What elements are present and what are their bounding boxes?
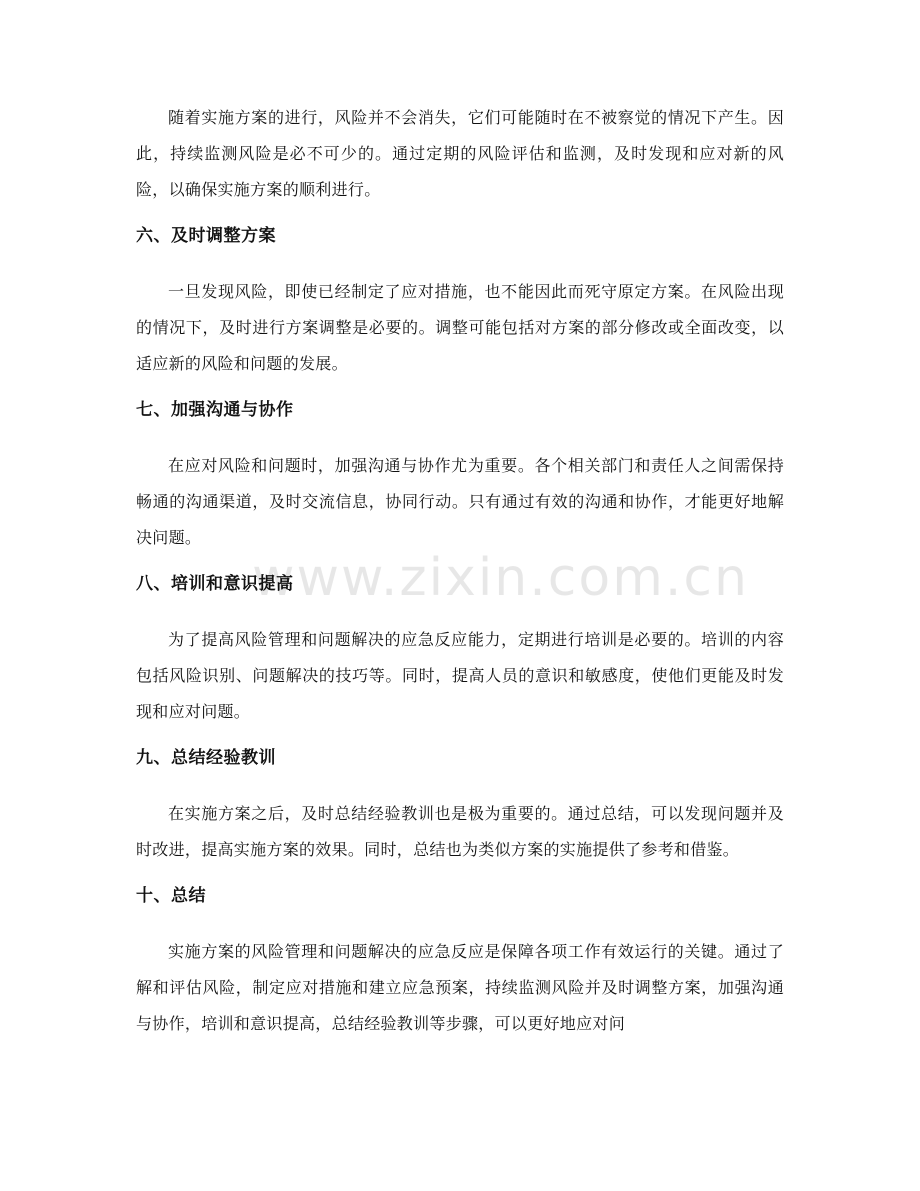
- section-heading-summary: 十、总结: [136, 886, 206, 906]
- document-body: [136, 100, 784, 1042]
- section-heading-adjust-plan: 六、及时调整方案: [136, 226, 276, 246]
- paragraph-communication: 在应对风险和问题时，加强沟通与协作尤为重要。各个相关部门和责任人之间需保持畅通的沟通渠道，及时交流信息，协同行动。只有通过有效的沟通和协作，才能更好地解决问题。: [136, 456, 784, 547]
- section-heading-communication: 七、加强沟通与协作: [136, 400, 294, 420]
- paragraph-adjust-plan: 一旦发现风险，即使已经制定了应对措施，也不能因此而死守原定方案。在风险出现的情况下，及时进行方案调整是必要的。调整可能包括对方案的部分修改或全面改变，以适应新的风险和问题的发展。: [136, 282, 784, 373]
- section-heading-training: 八、培训和意识提高: [136, 574, 294, 594]
- paragraph-risk-monitoring: 随着实施方案的进行，风险并不会消失，它们可能随时在不被察觉的情况下产生。因此，持续监测风险是必不可少的。通过定期的风险评估和监测，及时发现和应对新的风险，以确保实施方案的顺利进行。: [136, 108, 784, 199]
- paragraph-lessons: 在实施方案之后，及时总结经验教训也是极为重要的。通过总结，可以发现问题并及时改进，提高实施方案的效果。同时，总结也为类似方案的实施提供了参考和借鉴。: [136, 804, 784, 859]
- section-heading-lessons: 九、总结经验教训: [136, 748, 276, 768]
- paragraph-training: 为了提高风险管理和问题解决的应急反应能力，定期进行培训是必要的。培训的内容包括风险识别、问题解决的技巧等。同时，提高人员的意识和敏感度，使他们更能及时发现和应对问题。: [136, 630, 784, 721]
- paragraph-summary: 实施方案的风险管理和问题解决的应急反应是保障各项工作有效运行的关键。通过了解和评估风险，制定应对措施和建立应急预案，持续监测风险并及时调整方案，加强沟通与协作，培训和意识提高，总结经验教训等步骤，可以更好地应对问: [136, 942, 784, 1033]
- watermark: www.zixin.com.cn: [252, 548, 749, 608]
